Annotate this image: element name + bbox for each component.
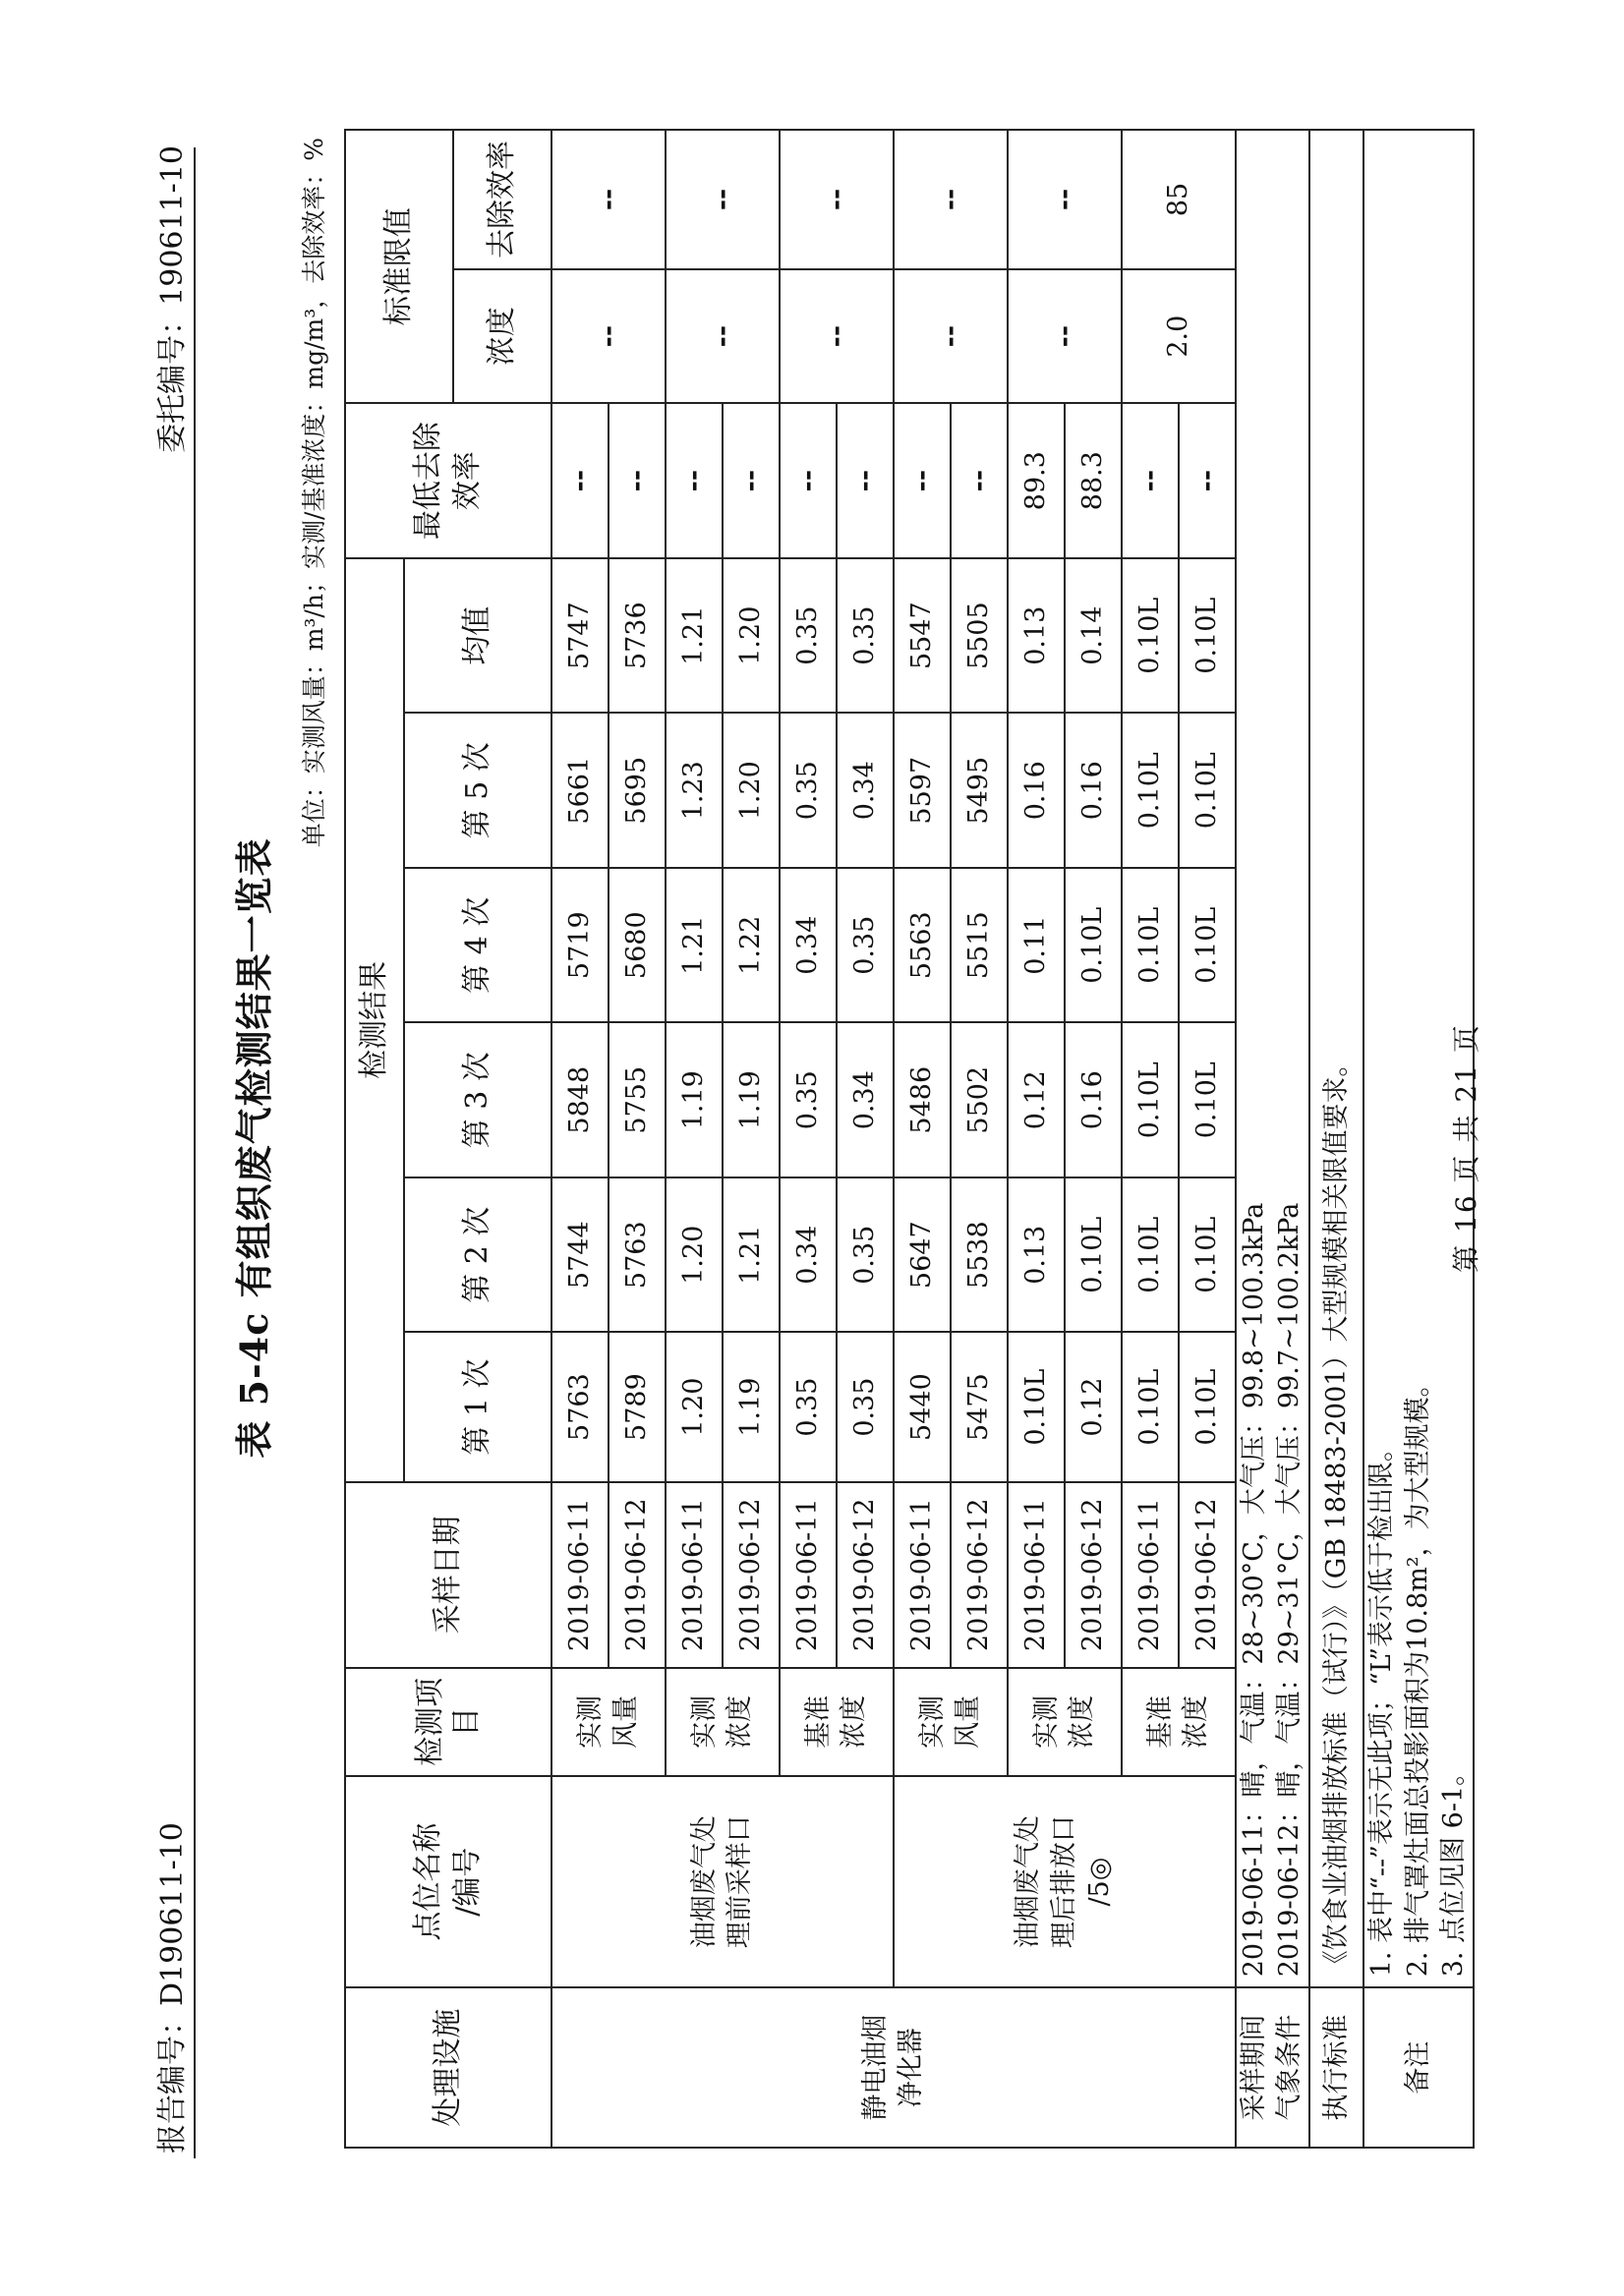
value-cell: 0.16: [1065, 713, 1122, 868]
item-conc-cell: [1008, 1668, 1122, 1776]
date-cell: 2019-06-11: [894, 1482, 951, 1668]
value-cell: 5763: [551, 1332, 609, 1481]
item-conc-line2: 浓度: [725, 1694, 755, 1749]
weather-line-1: 2019-06-11：晴，气温：28~30°C，大气压：99.8~100.3kPa: [1239, 1202, 1269, 1978]
avg-cell: 0.13: [1008, 558, 1065, 714]
value-cell: 0.35: [837, 868, 894, 1023]
note-2: 2. 排气罩灶面总投影面积为10.8m²，为大型规模。: [1402, 1370, 1433, 1978]
avg-cell: 0.10L: [1179, 558, 1236, 714]
avg-cell: 0.10L: [1122, 558, 1179, 714]
note-3: 3. 点位见图 6-1。: [1438, 1758, 1470, 1978]
value-cell: 0.12: [1065, 1332, 1122, 1481]
commission-number: 委托编号：190611-10: [155, 145, 190, 453]
value-cell: 1.23: [666, 713, 723, 868]
value-cell: 1.20: [666, 1177, 723, 1333]
standard-label: 执行标准: [1309, 1987, 1363, 2148]
facility-line2: 净化器: [896, 2028, 926, 2108]
value-cell: 1.19: [666, 1022, 723, 1177]
min-eff-cell: 88.3: [1065, 403, 1122, 558]
value-cell: 1.21: [723, 1177, 780, 1333]
value-cell: 0.35: [780, 1022, 837, 1177]
page-number: 第 16 页 共 21 页: [1450, 1023, 1482, 1273]
avg-cell: 0.14: [1065, 558, 1122, 714]
value-cell: 0.10L: [1122, 1332, 1179, 1481]
standard-text: 《饮食业油烟排放标准（试行）》（GB 18483-2001）大型规模相关限值要求。: [1309, 130, 1363, 1987]
value-cell: 0.10L: [1179, 1177, 1236, 1333]
min-eff-cell: 89.3: [1008, 403, 1065, 558]
notes-label: 备注: [1363, 1987, 1474, 2148]
min-eff-cell: --: [837, 403, 894, 558]
value-cell: 0.10L: [1122, 868, 1179, 1023]
value-cell: 0.34: [780, 868, 837, 1023]
value-cell: 1.19: [723, 1332, 780, 1481]
date-cell: 2019-06-12: [1065, 1482, 1122, 1668]
value-cell: 5695: [609, 713, 666, 868]
results-header: 检测结果: [345, 558, 404, 1482]
weather-label-cell: [1236, 1987, 1309, 2148]
avg-cell: 5736: [609, 558, 666, 714]
report-number: 报告编号：D190611-10: [155, 1822, 190, 2153]
value-cell: 1.19: [723, 1022, 780, 1177]
item-flow-line1: 实测: [574, 1694, 606, 1749]
date-cell: 2019-06-12: [837, 1482, 894, 1668]
point-header: [345, 1776, 551, 1987]
value-cell: 5515: [951, 868, 1008, 1023]
limit-eff-cell: 85: [1122, 130, 1236, 269]
n3-header: 第 3 次: [404, 1022, 551, 1177]
date-cell: 2019-06-11: [780, 1482, 837, 1668]
avg-cell: 1.20: [723, 558, 780, 714]
point-before-cell: [551, 1776, 894, 1987]
avg-cell: 5747: [551, 558, 609, 714]
limit-eff-header: 去除效率: [453, 130, 551, 269]
value-cell: 0.16: [1065, 1022, 1122, 1177]
date-cell: 2019-06-11: [1008, 1482, 1065, 1668]
date-cell: 2019-06-12: [951, 1482, 1008, 1668]
value-cell: 0.34: [837, 713, 894, 868]
facility-cell: [551, 1987, 1236, 2148]
value-cell: 0.10L: [1179, 713, 1236, 868]
item-base-cell: [780, 1668, 894, 1776]
limit-eff-cell: --: [551, 130, 666, 269]
item-base-cell: [1122, 1668, 1236, 1776]
item-flow-line2: 风量: [610, 1694, 641, 1749]
value-cell: 5440: [894, 1332, 951, 1481]
point-header-line1: 点位名称: [410, 1822, 445, 1941]
date-cell: 2019-06-11: [1122, 1482, 1179, 1668]
n4-header: 第 4 次: [404, 868, 551, 1023]
limit-header: 标准限值: [345, 130, 453, 403]
n1-header: 第 1 次: [404, 1332, 551, 1481]
value-cell: 5486: [894, 1022, 951, 1177]
limit-conc-cell: --: [780, 269, 894, 404]
header-row-1: [345, 130, 404, 2148]
value-cell: 5647: [894, 1177, 951, 1333]
value-cell: 0.10L: [1179, 868, 1236, 1023]
date-cell: 2019-06-12: [723, 1482, 780, 1668]
value-cell: 5755: [609, 1022, 666, 1177]
value-cell: 5502: [951, 1022, 1008, 1177]
table-title: 表 5-4c 有组织废气检测结果一览表: [232, 837, 276, 1459]
value-cell: 5597: [894, 713, 951, 868]
weather-text-cell: [1236, 130, 1309, 1987]
value-cell: 0.35: [837, 1177, 894, 1333]
limit-conc-header: 浓度: [453, 269, 551, 404]
avg-header: 均值: [404, 558, 551, 714]
value-cell: 0.10L: [1065, 868, 1122, 1023]
value-cell: 5680: [609, 868, 666, 1023]
value-cell: 0.35: [837, 1332, 894, 1481]
value-cell: 5563: [894, 868, 951, 1023]
min-eff-cell: --: [780, 403, 837, 558]
value-cell: 0.11: [1008, 868, 1065, 1023]
point-after-line2: 理后排放口: [1048, 1815, 1079, 1949]
avg-cell: 0.35: [837, 558, 894, 714]
table-row: [551, 130, 609, 2148]
item-base-line2: 浓度: [1181, 1694, 1211, 1749]
value-cell: 0.12: [1008, 1022, 1065, 1177]
results-table: [344, 129, 1475, 2149]
item-flow-line2: 风量: [953, 1694, 983, 1749]
point-before-line2: 理前采样口: [725, 1815, 755, 1949]
facility-header: 处理设施: [345, 1987, 551, 2148]
value-cell: 0.10L: [1179, 1022, 1236, 1177]
value-cell: 1.20: [723, 713, 780, 868]
value-cell: 5495: [951, 713, 1008, 868]
standard-row: [1309, 130, 1363, 2148]
min-eff-cell: --: [609, 403, 666, 558]
min-eff-header-line1: 最低去除: [410, 422, 445, 541]
n2-header: 第 2 次: [404, 1177, 551, 1333]
min-eff-header: [345, 403, 551, 558]
limit-conc-cell: --: [551, 269, 666, 404]
min-eff-cell: --: [666, 403, 723, 558]
point-header-line2: /编号: [450, 1847, 485, 1917]
item-flow-cell: [551, 1668, 666, 1776]
avg-cell: 0.35: [780, 558, 837, 714]
value-cell: 1.20: [666, 1332, 723, 1481]
units-note: 单位：实测风量：m³/h；实测/基准浓度：mg/m³，去除效率：%: [300, 138, 328, 848]
min-eff-cell: --: [723, 403, 780, 558]
value-cell: 0.10L: [1122, 1022, 1179, 1177]
weather-label: 气象条件: [1274, 2014, 1305, 2121]
facility-line1: 静电油烟: [859, 2014, 891, 2121]
limit-eff-cell: --: [780, 130, 894, 269]
date-cell: 2019-06-12: [609, 1482, 666, 1668]
limit-conc-cell: --: [1008, 269, 1122, 404]
value-cell: 1.22: [723, 868, 780, 1023]
weather-line-2: 2019-06-12：晴，气温：29~31°C，大气压：99.7~100.2kPa: [1274, 1202, 1305, 1978]
limit-eff-cell: --: [666, 130, 780, 269]
header-rule: [194, 147, 196, 2158]
value-cell: 0.35: [780, 1332, 837, 1481]
date-cell: 2019-06-11: [666, 1482, 723, 1668]
date-cell: 2019-06-12: [1179, 1482, 1236, 1668]
date-cell: 2019-06-11: [551, 1482, 609, 1668]
item-conc-line1: 实测: [688, 1694, 720, 1749]
limit-eff-cell: --: [1008, 130, 1122, 269]
point-after-line1: 油烟废气处: [1013, 1815, 1044, 1949]
value-cell: 1.21: [666, 868, 723, 1023]
avg-cell: 5505: [951, 558, 1008, 714]
value-cell: 0.10L: [1122, 1177, 1179, 1333]
value-cell: 0.16: [1008, 713, 1065, 868]
value-cell: 0.35: [780, 713, 837, 868]
note-1: 1. 表中“--”表示无此项；“L”表示低于检出限。: [1366, 1434, 1398, 1978]
item-conc-line2: 浓度: [1067, 1694, 1097, 1749]
value-cell: 5661: [551, 713, 609, 868]
min-eff-cell: --: [1122, 403, 1179, 558]
item-base-line1: 基准: [802, 1694, 834, 1749]
item-base-line1: 基准: [1144, 1694, 1176, 1749]
min-eff-cell: --: [894, 403, 951, 558]
point-before-line1: 油烟废气处: [688, 1815, 720, 1949]
limit-conc-cell: --: [894, 269, 1008, 404]
value-cell: 5848: [551, 1022, 609, 1177]
point-after-line3: /5◎: [1084, 1857, 1116, 1907]
value-cell: 5475: [951, 1332, 1008, 1481]
item-conc-cell: [666, 1668, 780, 1776]
value-cell: 0.10L: [1065, 1177, 1122, 1333]
value-cell: 5719: [551, 868, 609, 1023]
item-base-line2: 浓度: [839, 1694, 869, 1749]
min-eff-cell: --: [951, 403, 1008, 558]
weather-row: [1236, 130, 1309, 2148]
date-header: 采样日期: [345, 1482, 551, 1668]
item-conc-line1: 实测: [1030, 1694, 1062, 1749]
value-cell: 0.34: [780, 1177, 837, 1333]
min-eff-cell: --: [1179, 403, 1236, 558]
value-cell: 0.13: [1008, 1177, 1065, 1333]
avg-cell: 5547: [894, 558, 951, 714]
limit-eff-cell: --: [894, 130, 1008, 269]
value-cell: 5763: [609, 1177, 666, 1333]
value-cell: 5744: [551, 1177, 609, 1333]
limit-conc-cell: 2.0: [1122, 269, 1236, 404]
value-cell: 0.10L: [1008, 1332, 1065, 1481]
period-label: 采样期间: [1239, 2014, 1269, 2121]
point-after-cell: [894, 1776, 1236, 1987]
value-cell: 5789: [609, 1332, 666, 1481]
value-cell: 0.10L: [1122, 713, 1179, 868]
value-cell: 0.34: [837, 1022, 894, 1177]
item-header: 检测项目: [345, 1668, 551, 1776]
avg-cell: 1.21: [666, 558, 723, 714]
value-cell: 5538: [951, 1177, 1008, 1333]
value-cell: 0.10L: [1179, 1332, 1236, 1481]
limit-conc-cell: --: [666, 269, 780, 404]
min-eff-header-line2: 效率: [450, 451, 485, 511]
min-eff-cell: --: [551, 403, 609, 558]
table-row: [894, 130, 951, 2148]
item-flow-line1: 实测: [916, 1694, 948, 1749]
n5-header: 第 5 次: [404, 713, 551, 868]
item-flow-cell: [894, 1668, 1008, 1776]
